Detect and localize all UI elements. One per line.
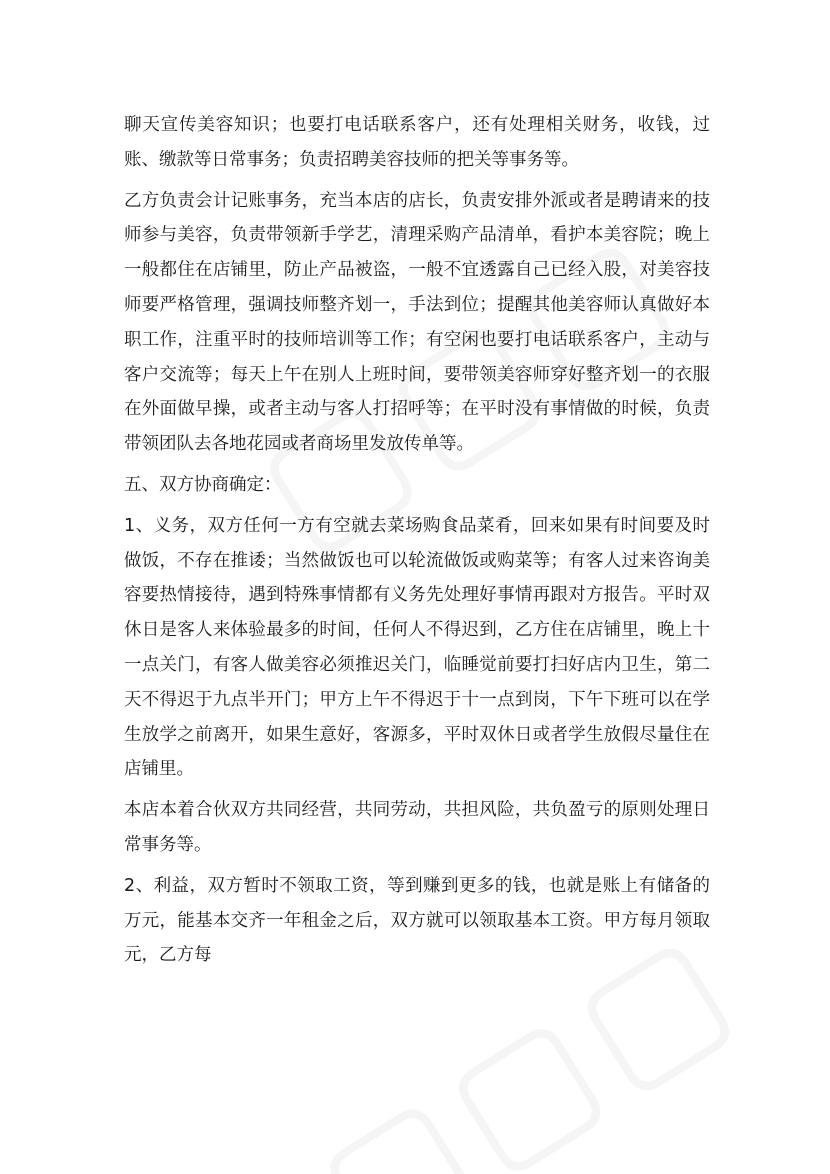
paragraph-duties-b: 乙方负责会计记账事务，充当本店的店长，负责安排外派或者是聘请来的技师参与美容，负责带领新手学艺，清理采购产品清单，看护本美容院；晚上一般都住在店铺里，防止产品被盗，一般不宜透露自己已经入股，对美容技师要严格管理，强调技师整齐划一，手法到位；提醒其他美容师认真做好本职工作，注重平时的技师培训等工作；有空闲也要打电话联系客户，主动与客户交流等；每天上午在别人上班时间，要带领美容师穿好整齐划一的衣服在外面做早操，或者主动与客人打招呼等；在平时没有事情做的时候，负责带领团队去各地花园或者商场里发放传单等。 <box>124 190 710 455</box>
paragraph-duties-a-continued: 聊天宣传美容知识；也要打电话联系客户，还有处理相关财务，收钱，过账、缴款等日常事务；负责招聘美容技师的把关等事务等。 <box>124 115 710 170</box>
section-heading-5: 五、双方协商确定： <box>124 474 282 495</box>
paragraph-principle: 本店本着合伙双方共同经营，共同劳动，共担风险，共负盈亏的原则处理日常事务等。 <box>124 800 710 855</box>
document-body <box>124 108 710 979</box>
paragraph-benefits: 2、利益，双方暂时不领取工资，等到赚到更多的钱，也就是账上有储备的万元，能基本交齐一年租金之后，双方就可以领取基本工资。甲方每月领取元，乙方每 <box>124 875 710 966</box>
paragraph-obligations: 1、义务，双方任何一方有空就去菜场购食品菜肴，回来如果有时间要及时做饭，不存在推诿；当然做饭也可以轮流做饭或购菜等；有客人过来咨询美容要热情接待，遇到特殊事情都有义务先处理好事情再跟对方报告。平时双休日是客人来体验最多的时间，任何人不得迟到，乙方住在店铺里，晚上十一点关门，有客人做美容必须推迟关门，临睡觉前要打扫好店内卫生，第二天不得迟于九点半开门；甲方上午不得迟于十一点到岗，下午下班可以在学生放学之前离开，如果生意好，客源多，平时双休日或者学生放假尽量住在店铺里。 <box>124 515 710 780</box>
